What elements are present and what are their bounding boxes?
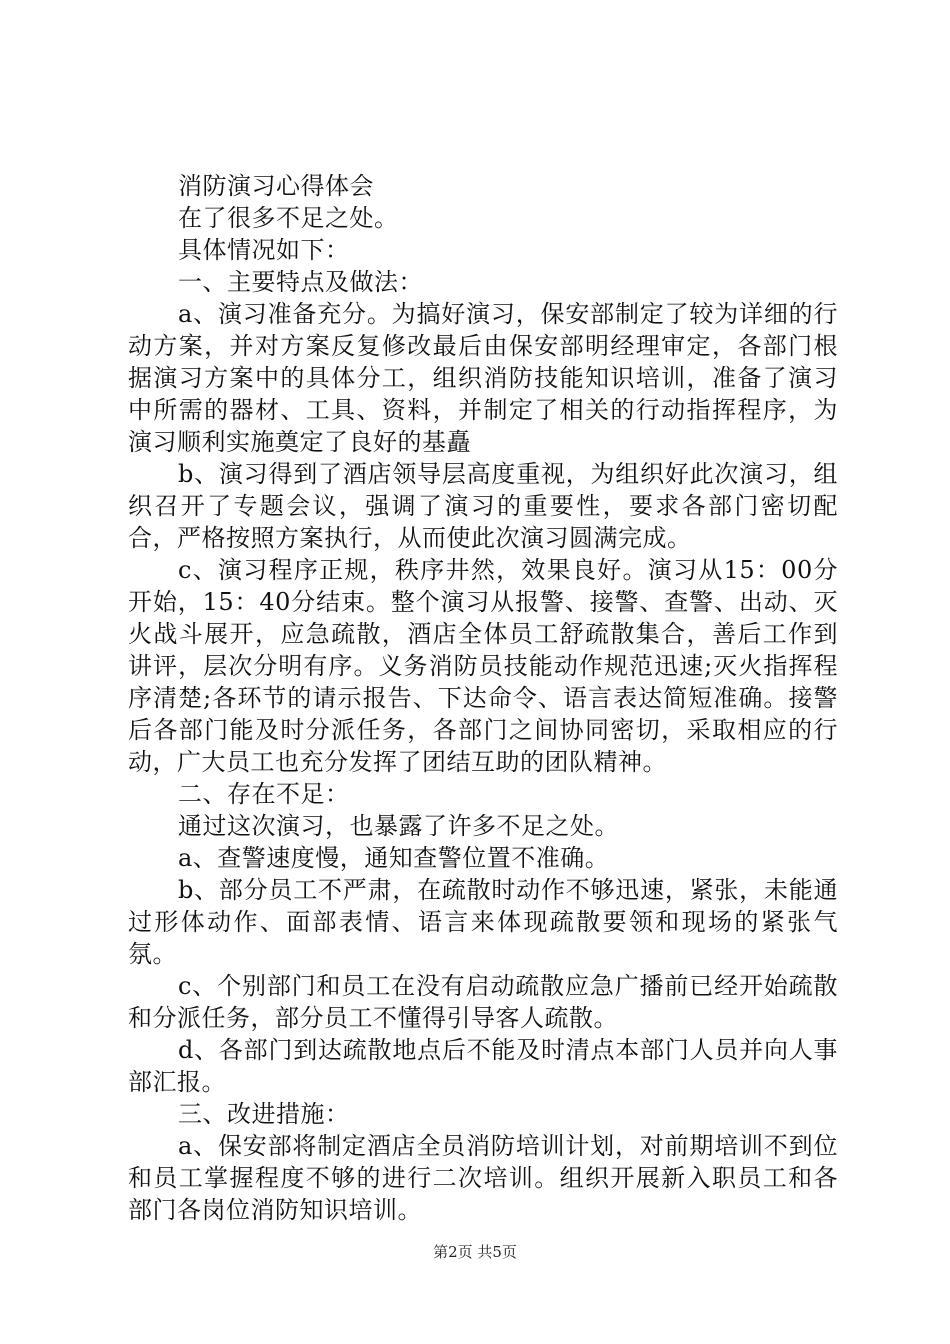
document-title: 消防演习心得体会 xyxy=(178,172,374,200)
paragraph: b、演习得到了酒店领导层高度重视，为组织好此次演习，组织召开了专题会议，强调了演习的重要性，要求各部门密切配合，严格按照方案执行，从而使此次演习圆满完成。 xyxy=(128,460,838,552)
section-heading: 三、改进措施： xyxy=(178,1100,350,1128)
paragraph: a、演习准备充分。为搞好演习，保安部制定了较为详细的行动方案，并对方案反复修改最后由保安部明经理审定，各部门根据演习方案中的具体分工，组织消防技能知识培训，准备了演习中所需的器材、工具、资料，并制定了相关的行动指挥程序，为演习顺利实施奠定了良好的基矗 xyxy=(128,300,838,456)
paragraph: 通过这次演习，也暴露了许多不足之处。 xyxy=(178,812,619,840)
paragraph: a、查警速度慢，通知查警位置不准确。 xyxy=(178,844,610,872)
paragraph: 具体情况如下： xyxy=(178,236,350,264)
paragraph: d、各部门到达疏散地点后不能及时清点本部门人员并向人事部汇报。 xyxy=(128,1036,838,1096)
paragraph: 在了很多不足之处。 xyxy=(178,204,399,232)
section-heading: 一、主要特点及做法： xyxy=(178,268,423,296)
page-number-footer: 第2页 共5页 xyxy=(433,1243,517,1261)
paragraph: c、个别部门和员工在没有启动疏散应急广播前已经开始疏散和分派任务，部分员工不懂得引导客人疏散。 xyxy=(128,972,838,1032)
paragraph: b、部分员工不严肃，在疏散时动作不够迅速，紧张，未能通过形体动作、面部表情、语言来体现疏散要领和现场的紧张气氛。 xyxy=(128,876,838,968)
section-heading: 二、存在不足： xyxy=(178,780,350,808)
document-body xyxy=(128,170,838,1226)
paragraph: a、保安部将制定酒店全员消防培训计划，对前期培训不到位和员工掌握程度不够的进行二次培训。组织开展新入职员工和各部门各岗位消防知识培训。 xyxy=(128,1132,838,1224)
paragraph: c、演习程序正规，秩序井然，效果良好。演习从15：00分开始，15：40分结束。整个演习从报警、接警、查警、出动、灭火战斗展开，应急疏散，酒店全体员工舒疏散集合，善后工作到讲评，层次分明有序。义务消防员技能动作规范迅速;灭火指挥程序清楚;各环节的请示报告、下达命令、语言表达简短准确。接警后各部门能及时分派任务，各部门之间协同密切，采取相应的行动，广大员工也充分发挥了团结互助的团队精神。 xyxy=(128,556,838,776)
